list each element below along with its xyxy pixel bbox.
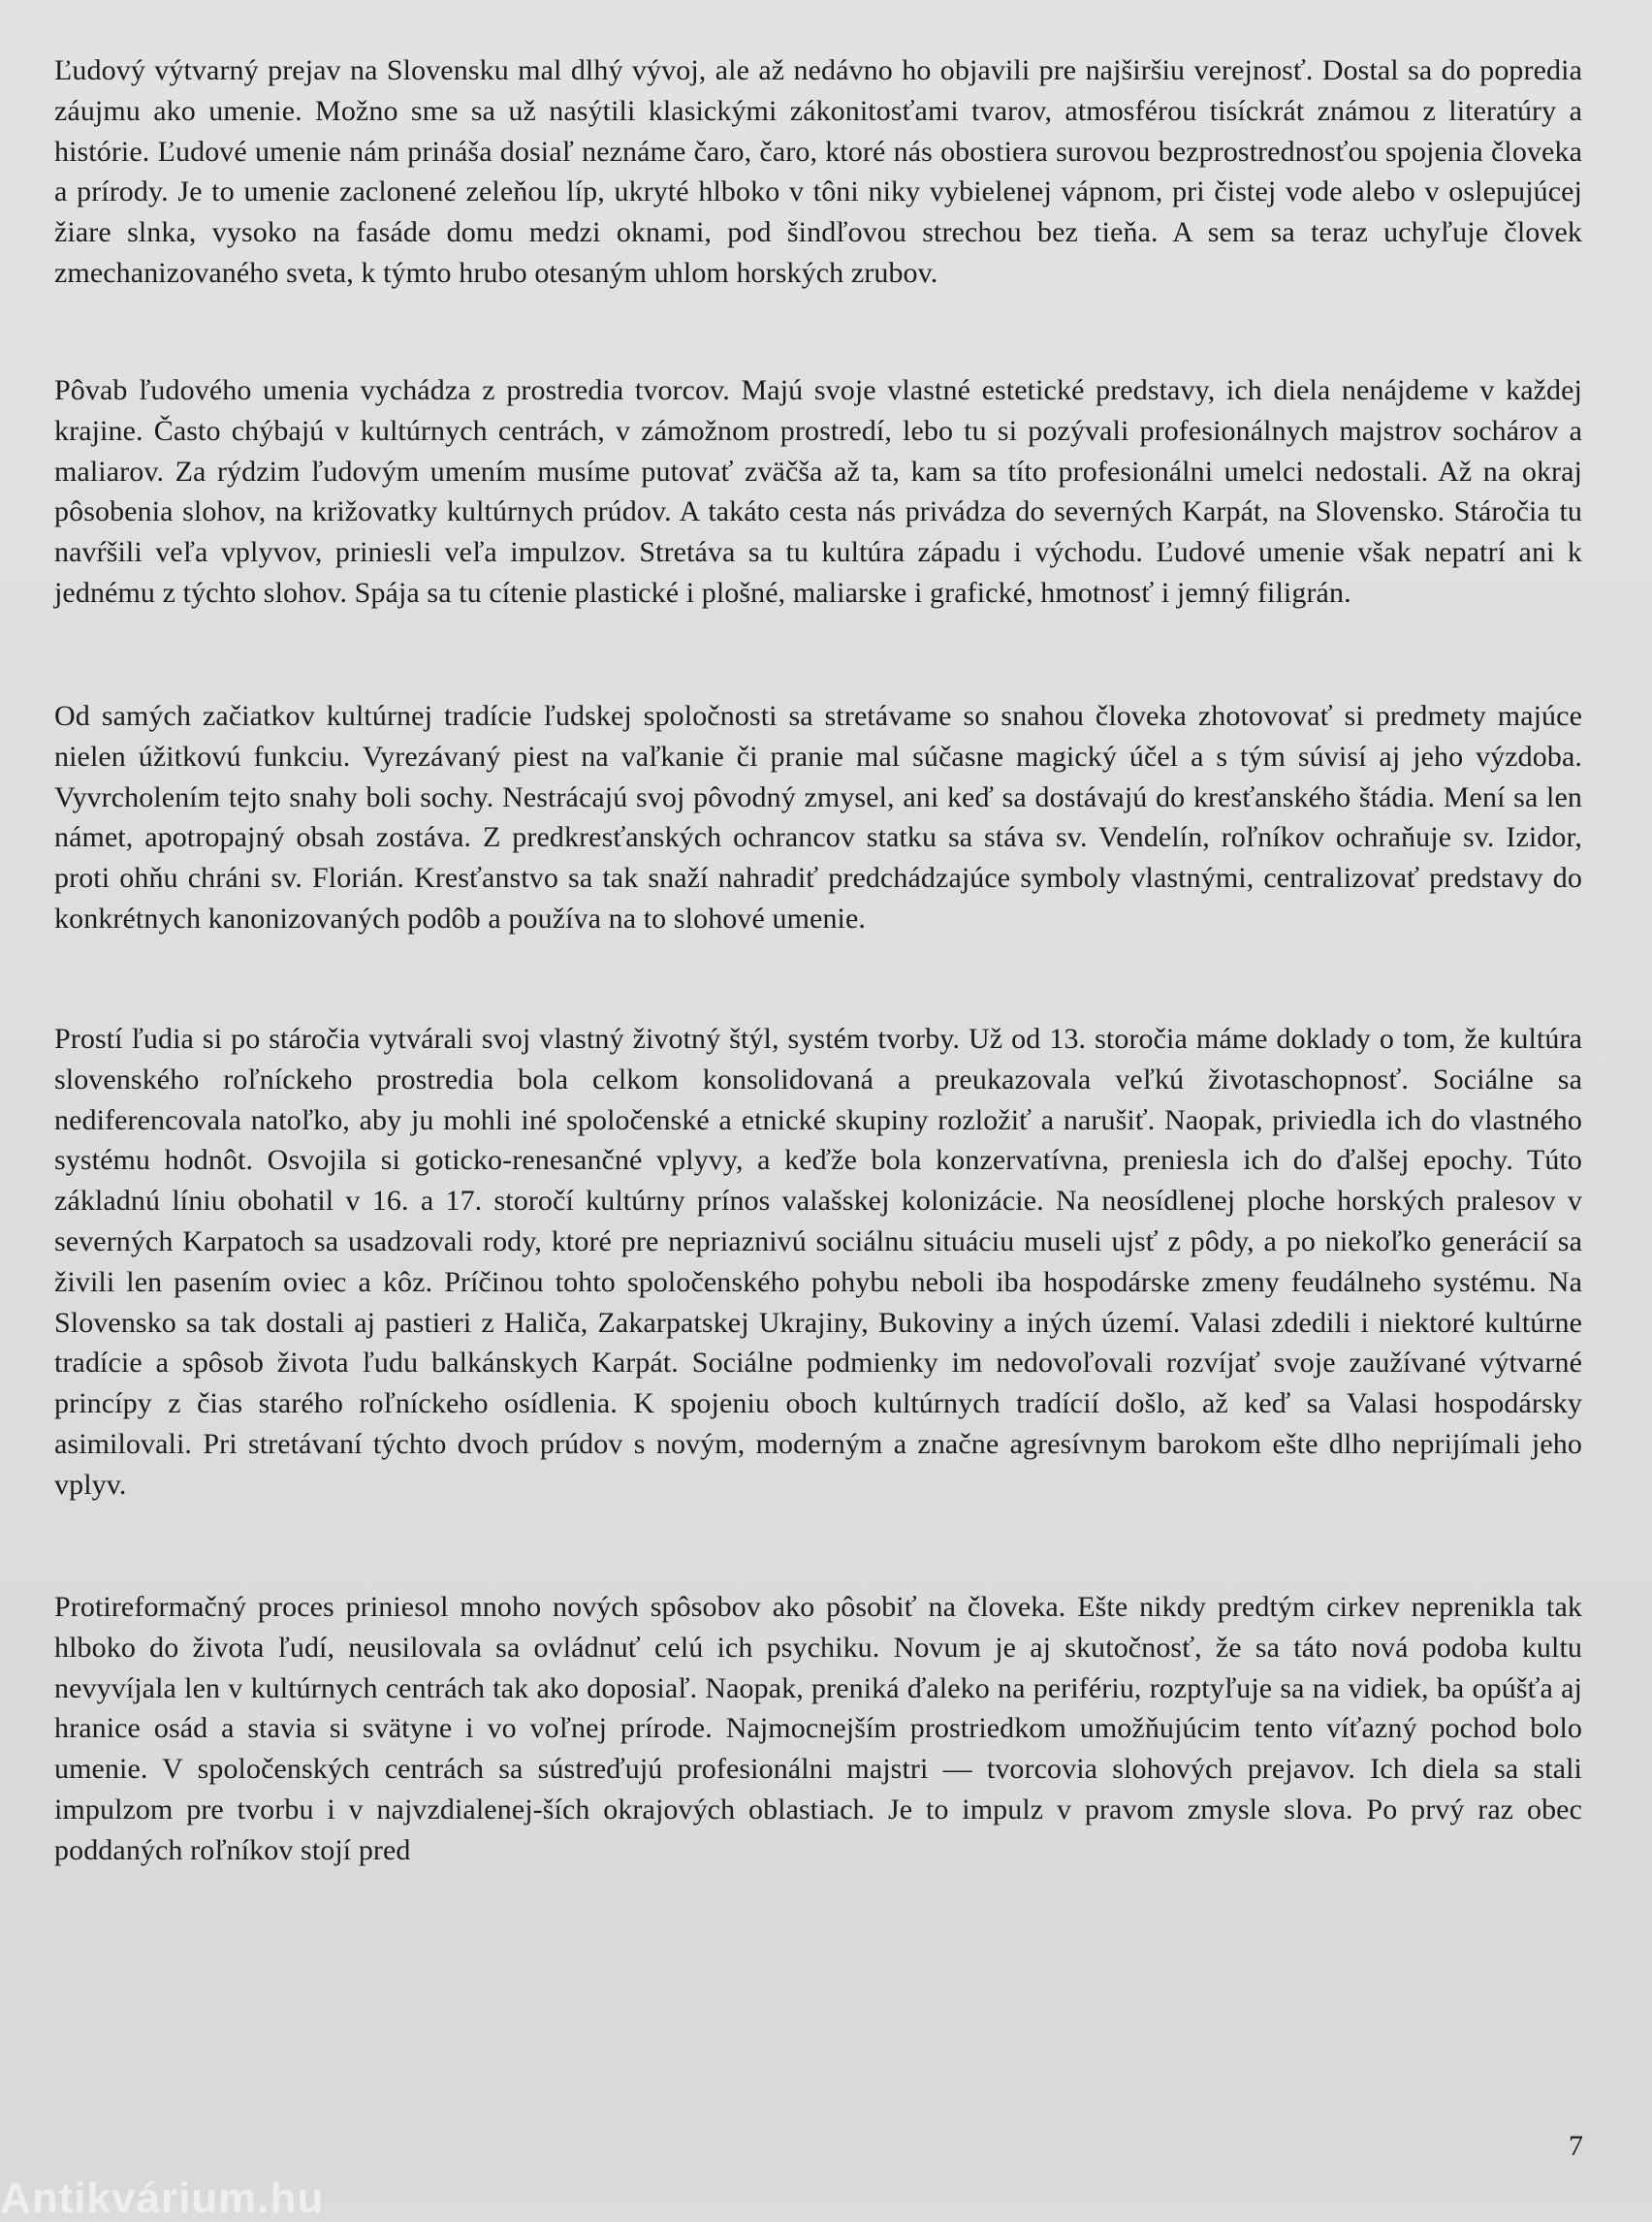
paragraph-1: Ľudový výtvarný prejav na Slovensku mal dlhý vývoj, ale až nedávno ho objavili pre najširšiu verejnosť. Dostal sa do popredia záujmu ako umenie. Možno sme sa už nasýtili klasickými zákonitosťami tvarov, atmosférou tisíckrát známou z literatúry a histórie. Ľudové umenie nám prináša dosiaľ neznáme čaro, čaro, ktoré nás obostiera surovou bezprostrednosťou spojenia človeka a prírody. Je to umenie zaclonené zeleňou líp, ukryté hlboko v tôni niky vybielenej vápnom, pri čistej vode alebo v oslepujúcej žiare slnka, vysoko na fasáde domu medzi oknami, pod šindľovou strechou bez tieňa. A sem sa teraz uchyľuje človek zmechanizovaného sveta, k týmto hrubo otesaným uhlom horských zrubov. — [54, 54, 1582, 289]
paragraph-2: Pôvab ľudového umenia vychádza z prostredia tvorcov. Majú svoje vlastné estetické predstavy, ich diela nenájdeme v každej krajine. Často chýbajú v kultúrnych centrách, v zámožnom prostredí, lebo tu si pozývali profesionálnych majstrov sochárov a maliarov. Za rýdzim ľudovým umením musíme putovať zväčša až ta, kam sa títo profesionálni umelci nedostali. Až na okraj pôsobenia slohov, na križovatky kultúrnych prúdov. A takáto cesta nás privádza do severných Karpát, na Slovensko. Stáročia tu navŕšili veľa vplyvov, priniesli veľa impulzov. Stretáva sa tu kultúra západu i východu. Ľudové umenie však nepatrí ani k jednému z týchto slohov. Spája sa tu cítenie plastické i plošné, maliarske i grafické, hmotnosť i jemný filigrán. — [54, 374, 1582, 609]
paragraph-4: Prostí ľudia si po stáročia vytvárali svoj vlastný životný štýl, systém tvorby. Už od 13. storočia máme doklady o tom, že kultúra slovenského roľníckeho prostredia bola celkom konsolidovaná a preukazovala veľkú životaschopnosť. Sociálne sa nediferencovala natoľko, aby ju mohli iné spoločenské a etnické skupiny rozložiť a narušiť. Naopak, priviedla ich do vlastného systému hodnôt. Osvojila si goticko-renesančné vplyvy, a keďže bola konzervatívna, preniesla ich do ďalšej epochy. Túto základnú líniu obohatil v 16. a 17. storočí kultúrny prínos valašskej kolonizácie. Na neosídlenej ploche horských pralesov v severných Karpatoch sa usadzovali rody, ktoré pre nepriaznivú sociálnu situáciu museli ujsť z pôdy, a po niekoľko generácií sa živili len pasením oviec a kôz. Príčinou tohto spoločenského pohybu neboli iba hospodárske zmeny feudálneho systému. Na Slovensko sa tak dostali aj pastieri z Haliča, Zakarpatskej Ukrajiny, Bukoviny a iných území. Valasi zdedili i niektoré kultúrne tradície a spôsob života ľudu balkánskych Karpát. Sociálne podmienky im nedovoľovali rozvíjať svoje zaužívané výtvarné princípy z čias starého roľníckeho osídlenia. K spojeniu oboch kultúrnych tradícií došlo, až keď sa Valasi hospodársky asimilovali. Pri stretávaní týchto dvoch prúdov s novým, moderným a značne agresívnym barokom ešte dlho neprijímali jeho vplyv. — [54, 1023, 1582, 1501]
page-number: 7 — [1569, 2130, 1583, 2162]
watermark: Antikvárium.hu — [0, 2174, 325, 2222]
paragraph-5: Protireformačný proces priniesol mnoho nových spôsobov ako pôsobiť na človeka. Ešte nikdy predtým cirkev neprenikla tak hlboko do života ľudí, neusilovala sa ovládnuť celú ich psychiku. Novum je aj skutočnosť, že sa táto nová podoba kultu nevyvíjala len v kultúrnych centrách tak ako doposiaľ. Naopak, preniká ďaleko na perifériu, rozptyľuje sa na vidiek, ba opúšťa aj hranice osád a stavia si svätyne i vo voľnej prírode. Najmocnejším prostriedkom umožňujúcim tento víťazný pochod bolo umenie. V spoločenských centrách sa sústreďujú profesionálni majstri — tvorcovia slohových prejavov. Ich diela sa stali impulzom pre tvorbu i v najvzdialenej-ších okrajových oblastiach. Je to impulz v pravom zmysle slova. Po prvý raz obec poddaných roľníkov stojí pred — [54, 1591, 1582, 1866]
paragraph-3: Od samých začiatkov kultúrnej tradície ľudskej spoločnosti sa stretávame so snahou človeka zhotovovať si predmety majúce nielen úžitkovú funkciu. Vyrezávaný piest na vaľkanie či pranie mal súčasne magický účel a s tým súvisí aj jeho výzdoba. Vyvrcholením tejto snahy boli sochy. Nestrácajú svoj pôvodný zmysel, ani keď sa dostávajú do kresťanského štádia. Mení sa len námet, apotropajný obsah zostáva. Z predkresťanských ochrancov statku sa stáva sv. Vendelín, roľníkov ochraňuje sv. Izidor, proti ohňu chráni sv. Florián. Kresťanstvo sa tak snaží nahradiť predchádzajúce symboly vlastnými, centralizovať predstavy do konkrétnych kanonizovaných podôb a používa na to slohové umenie. — [54, 700, 1582, 935]
